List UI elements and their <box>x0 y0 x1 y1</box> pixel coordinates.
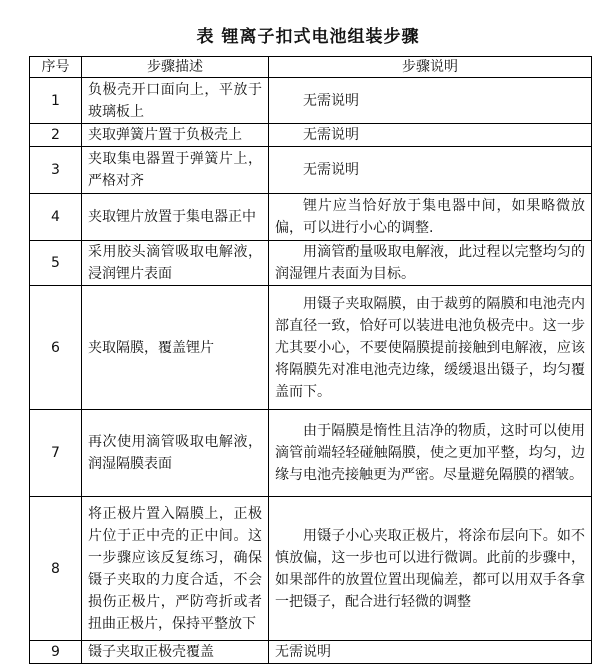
row-description: 用镊子小心夹取正极片，将涂布层向下。如不慎放偏，这一步也可以进行微调。此前的步骤中，如果部件的放置位置出现偏差，都可以用双手各拿一把镊子，配合进行轻微的调整 <box>269 497 592 641</box>
row-step: 夹取锂片放置于集电器正中 <box>82 194 269 241</box>
row-number: 3 <box>30 147 82 194</box>
row-step: 夹取集电器置于弹簧片上，严格对齐 <box>82 147 269 194</box>
row-description: 无需说明 <box>269 147 592 194</box>
table-row <box>30 410 592 497</box>
table-row <box>30 78 592 124</box>
row-description: 用镊子夹取隔膜，由于裁剪的隔膜和电池壳内部直径一致，恰好可以装进电池负极壳中。这一步尤其要小心，不要使隔膜提前接触到电解液，应该将隔膜先对准电池壳边缘，缓缓退出镊子，均匀覆盖而下。 <box>269 286 592 410</box>
row-step: 夹取隔膜，覆盖锂片 <box>82 286 269 410</box>
header-row <box>30 57 592 78</box>
row-step: 采用胶头滴管吸取电解液，浸润锂片表面 <box>82 241 269 286</box>
row-description: 锂片应当恰好放于集电器中间，如果略微放偏，可以进行小心的调整. <box>269 194 592 241</box>
row-number: 6 <box>30 286 82 410</box>
row-description: 无需说明 <box>269 641 592 664</box>
row-step: 再次使用滴管吸取电解液，润湿隔膜表面 <box>82 410 269 497</box>
assembly-steps-table <box>29 56 592 664</box>
header-number: 序号 <box>30 57 82 78</box>
header-step: 步骤描述 <box>82 57 269 78</box>
row-description: 用滴管酌量吸取电解液，此过程以完整均匀的润湿锂片表面为目标。 <box>269 241 592 286</box>
row-step: 夹取弹簧片置于负极壳上 <box>82 124 269 147</box>
row-number: 5 <box>30 241 82 286</box>
row-description: 无需说明 <box>269 124 592 147</box>
row-description: 由于隔膜是惰性且洁净的物质，这时可以使用滴管前端轻轻碰触隔膜，使之更加平整，均匀，边缘与电池壳接触更为严密。尽量避免隔膜的褶皱。 <box>269 410 592 497</box>
row-number: 7 <box>30 410 82 497</box>
table-row <box>30 641 592 664</box>
table-row <box>30 147 592 194</box>
row-step: 将正极片置入隔膜上，正极片位于正中壳的正中间。这一步骤应该反复练习，确保镊子夹取的力度合适，不会损伤正极片，严防弯折或者扭曲正极片，保持平整放下 <box>82 497 269 641</box>
row-step: 镊子夹取正极壳覆盖 <box>82 641 269 664</box>
table-row <box>30 497 592 641</box>
row-number: 4 <box>30 194 82 241</box>
table-row <box>30 124 592 147</box>
table-title: 表 锂离子扣式电池组装步骤 <box>196 27 420 47</box>
row-number: 8 <box>30 497 82 641</box>
table-row <box>30 286 592 410</box>
row-number: 1 <box>30 78 82 124</box>
row-description: 无需说明 <box>269 78 592 124</box>
header-description: 步骤说明 <box>269 57 592 78</box>
table-row <box>30 194 592 241</box>
table-row <box>30 241 592 286</box>
row-number: 2 <box>30 124 82 147</box>
row-step: 负极壳开口面向上，平放于玻璃板上 <box>82 78 269 124</box>
row-number: 9 <box>30 641 82 664</box>
